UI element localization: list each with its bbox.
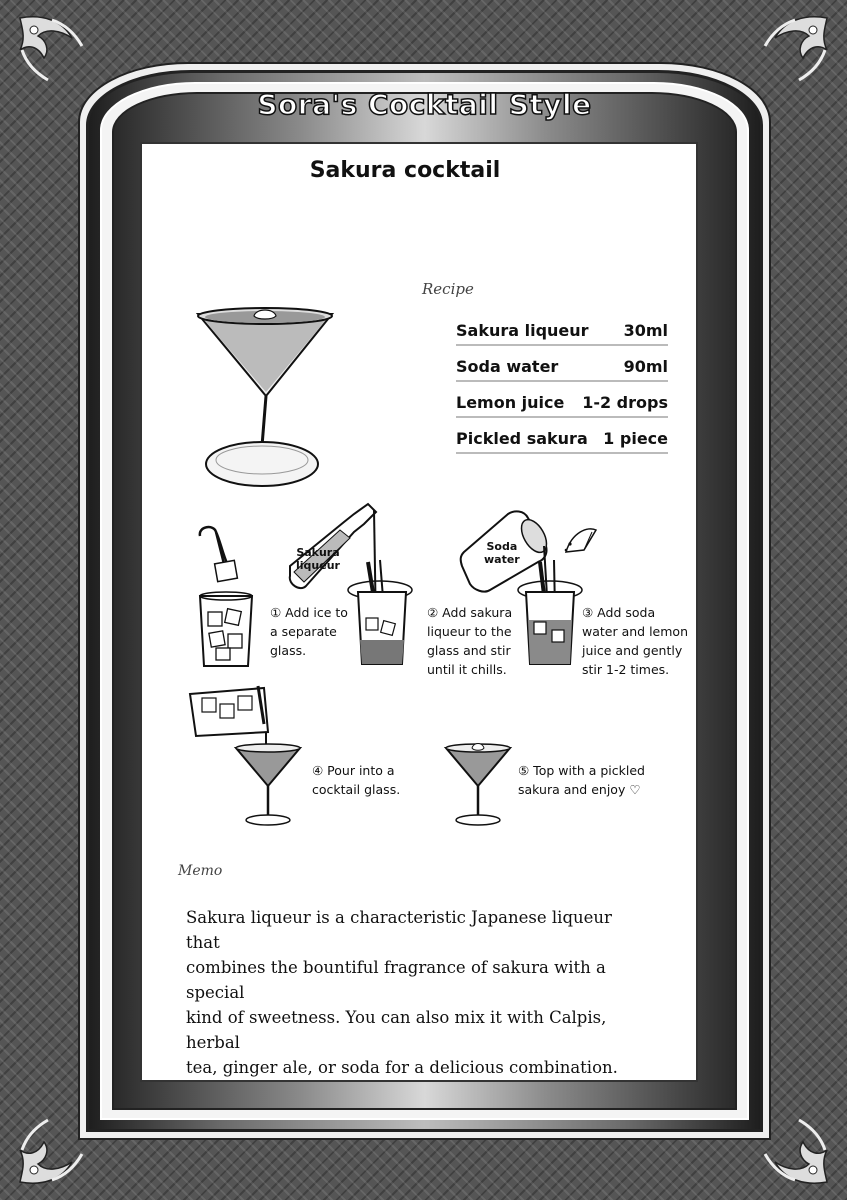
step-3-text: ③ Add soda water and lemon juice and gently stir 1-2 times.	[582, 605, 688, 677]
ingredient-row	[456, 352, 668, 382]
can-label: Soda water	[484, 540, 520, 566]
lemon-wedge-icon	[562, 522, 600, 556]
ingredient-amount: 90ml	[623, 357, 668, 376]
memo-label: Memo	[178, 863, 223, 879]
ice-tongs-icon	[194, 524, 244, 586]
step-2-text: ② Add sakura liqueur to the glass and stir until it chills.	[427, 605, 513, 677]
card-title: Sakura cocktail	[309, 158, 501, 183]
ornament-corner-icon	[755, 10, 835, 90]
bottle-label: Sakura liqueur	[296, 546, 340, 572]
ingredient-amount: 30ml	[623, 321, 668, 340]
ingredient-row	[456, 424, 668, 454]
step-4-text: ④ Pour into a cocktail glass.	[312, 763, 401, 797]
memo-text: Sakura liqueur is a characteristic Japanese liqueur that combines the bountiful fragrance of sakura with a special kind of sweetness. You can also mix it with Calpis, herbal tea, ginger ale, or soda for a delicious combination.	[186, 908, 618, 1077]
cocktail-glass-icon	[190, 300, 340, 500]
stirring-glass-icon	[516, 560, 586, 670]
ornament-corner-icon	[12, 10, 92, 90]
ingredient-amount: 1-2 drops	[582, 393, 668, 412]
mixing-glass-icon	[346, 560, 416, 670]
ingredient-name: Pickled sakura	[456, 429, 588, 448]
recipe-label: Recipe	[422, 280, 474, 298]
ingredient-amount: 1 piece	[603, 429, 668, 448]
finished-cocktail-icon	[442, 742, 514, 828]
step-1-text: ① Add ice to a separate glass.	[270, 605, 348, 658]
ingredient-row	[456, 388, 668, 418]
ingredient-name: Lemon juice	[456, 393, 565, 412]
cocktail-glass-small-icon	[232, 742, 304, 828]
step-5-text: ⑤ Top with a pickled sakura and enjoy ♡	[518, 763, 645, 797]
ingredient-name: Soda water	[456, 357, 559, 376]
ice-glass-icon	[196, 590, 256, 670]
ingredient-row	[456, 316, 668, 346]
header-title: Sora's Cocktail Style	[257, 88, 592, 121]
ingredient-name: Sakura liqueur	[456, 321, 589, 340]
